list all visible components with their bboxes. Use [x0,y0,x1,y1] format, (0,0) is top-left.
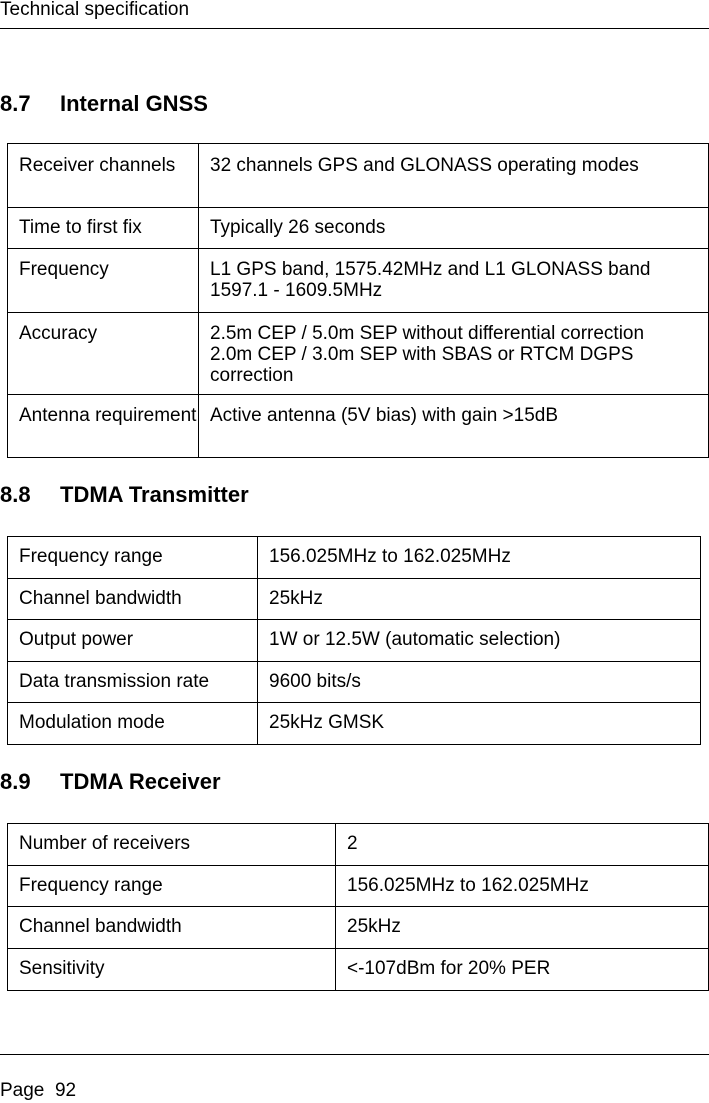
spec-label: Frequency range [8,866,336,907]
section-number: 8.7 [0,91,31,116]
table-row [8,949,709,991]
table-row [8,249,709,313]
spec-label: Data transmission rate [8,662,258,703]
spec-value: 156.025MHz to 162.025MHz [258,537,701,579]
tdma-receiver-table [7,823,709,991]
spec-value: 32 channels GPS and GLONASS operating modes [199,144,709,208]
section-heading-internal-gnss [0,92,208,116]
table-row [8,395,709,458]
header-divider [0,28,709,29]
spec-value: Typically 26 seconds [199,208,709,249]
table-row [8,866,709,907]
section-number: 8.9 [0,769,31,794]
table-row [8,620,701,662]
section-number: 8.8 [0,482,31,507]
spec-label: Channel bandwidth [8,579,258,620]
spec-value: 25kHz [258,579,701,620]
spec-label: Time to first fix [8,208,199,249]
table-row [8,208,709,249]
spec-label: Receiver channels [8,144,199,208]
running-header: Technical specification [0,0,190,20]
spec-value-line: 2.5m CEP / 5.0m SEP without differential correction [210,323,645,344]
section-title: Internal GNSS [60,91,208,116]
spec-label: Frequency range [8,537,258,579]
section-title: TDMA Receiver [60,769,221,794]
table-row [8,824,709,866]
table-row [8,144,709,208]
spec-label: Output power [8,620,258,662]
spec-label: Sensitivity [8,949,336,991]
spec-value: 25kHz [336,907,709,949]
spec-label: Frequency [8,249,199,313]
spec-value-line: 2.0m CEP / 3.0m SEP with SBAS or RTCM DGPS correction [210,344,634,386]
spec-value: 1W or 12.5W (automatic selection) [258,620,701,662]
spec-value: 9600 bits/s [258,662,701,703]
footer-divider [0,1054,709,1055]
tdma-transmitter-table [7,536,701,745]
table-row [8,703,701,745]
table-row [8,579,701,620]
spec-value: 2 [336,824,709,866]
spec-label: Channel bandwidth [8,907,336,949]
internal-gnss-table [7,143,709,458]
spec-label: Modulation mode [8,703,258,745]
page-number: 92 [54,1080,77,1101]
table-row [8,537,701,579]
spec-value: L1 GPS band, 1575.42MHz and L1 GLONASS band 1597.1 - 1609.5MHz [199,249,709,313]
page-label: Page [0,1080,45,1101]
spec-value: Active antenna (5V bias) with gain >15dB [199,395,709,458]
section-title: TDMA Transmitter [60,482,249,507]
spec-label: Accuracy [8,313,199,395]
spec-value: <-107dBm for 20% PER [336,949,709,991]
table-row [8,907,709,949]
spec-label: Antenna requirement [8,395,199,458]
spec-value [199,313,709,395]
section-heading-tdma-receiver [0,770,221,794]
table-row [8,313,709,395]
spec-label: Number of receivers [8,824,336,866]
section-heading-tdma-transmitter [0,483,249,507]
spec-value: 25kHz GMSK [258,703,701,745]
page-footer [0,1081,76,1100]
table-row [8,662,701,703]
spec-value: 156.025MHz to 162.025MHz [336,866,709,907]
